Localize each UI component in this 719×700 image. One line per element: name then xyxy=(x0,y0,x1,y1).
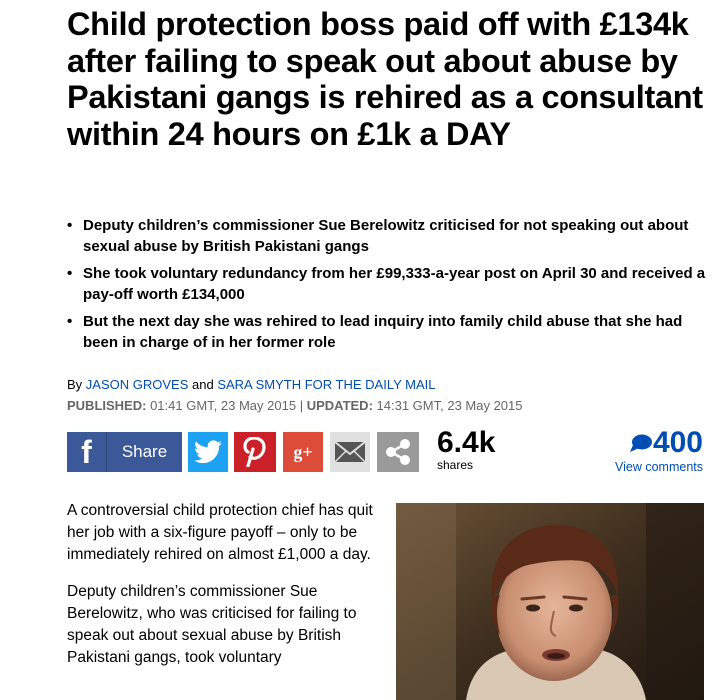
summary-bullet-text: Deputy children’s commissioner Sue Berelowitz criticised for not speaking out about sexual abuse by British Pakistani gangs xyxy=(83,217,689,255)
comment-count: 400 xyxy=(652,426,703,459)
author-link-jason-groves[interactable]: JASON GROVES xyxy=(85,377,189,392)
facebook-share-label: Share xyxy=(121,442,168,461)
share-bar xyxy=(67,426,707,474)
pinterest-icon xyxy=(243,437,267,467)
bullet-dot-icon: • xyxy=(67,217,73,234)
summary-bullets xyxy=(67,216,707,360)
share-count-label: shares xyxy=(437,458,474,472)
publish-dates xyxy=(67,398,523,413)
summary-bullet-text: She took voluntary redundancy from her £99,333-a-year post on April 30 and received a pay-off worth £134,000 xyxy=(83,265,706,303)
twitter-bird-icon xyxy=(194,440,222,464)
share-count xyxy=(437,426,495,472)
bullet-dot-icon: • xyxy=(67,265,73,282)
body-paragraph: A controversial child protection chief has quit her job with a six-figure payoff – only to be immediately rehired on almost £1,000 a day. xyxy=(67,502,373,563)
article-photo xyxy=(396,503,704,700)
more-share-button[interactable] xyxy=(377,432,419,472)
share-nodes-icon xyxy=(383,437,413,467)
summary-bullet xyxy=(67,216,707,257)
bullet-dot-icon: • xyxy=(67,313,73,330)
portrait-photo-image xyxy=(396,503,704,700)
comment-count-row xyxy=(615,426,703,460)
comments-link[interactable] xyxy=(615,426,703,474)
byline-joiner: and xyxy=(192,377,214,392)
view-comments-link[interactable]: View comments xyxy=(615,460,703,474)
email-envelope-icon xyxy=(334,441,366,463)
updated-label: UPDATED: xyxy=(306,398,373,413)
article-headline: Child protection boss paid off with £134k after failing to speak out about abuse by Pakistani gangs is rehired as a consultant within 24 hours on £1k a DAY xyxy=(67,6,703,152)
facebook-share-button[interactable] xyxy=(67,432,182,472)
twitter-share-button[interactable] xyxy=(188,432,228,472)
googleplus-share-button[interactable] xyxy=(283,432,323,472)
speech-bubble-icon xyxy=(629,433,653,453)
date-separator: | xyxy=(299,398,304,413)
body-paragraph: Deputy children’s commissioner Sue Berelowitz, who was criticised for failing to speak out about sexual abuse by British Pakistani gangs, took voluntary xyxy=(67,583,357,666)
summary-bullet xyxy=(67,312,707,353)
share-count-number: 6.4k xyxy=(437,426,496,459)
byline-prefix: By xyxy=(67,377,83,392)
summary-bullet xyxy=(67,264,707,305)
byline xyxy=(67,377,436,392)
published-date: 01:41 GMT, 23 May 2015 xyxy=(150,398,297,413)
pinterest-share-button[interactable] xyxy=(234,432,276,472)
author-link-sara-smyth[interactable]: SARA SMYTH FOR THE DAILY MAIL xyxy=(217,377,436,392)
updated-date: 14:31 GMT, 23 May 2015 xyxy=(376,398,523,413)
googleplus-icon: g+ xyxy=(293,441,313,462)
facebook-icon: f xyxy=(67,432,107,472)
article-body xyxy=(67,500,382,684)
email-share-button[interactable] xyxy=(330,432,370,472)
published-label: PUBLISHED: xyxy=(67,398,147,413)
summary-bullet-text: But the next day she was rehired to lead inquiry into family child abuse that she had been in charge of in her former role xyxy=(83,313,683,351)
